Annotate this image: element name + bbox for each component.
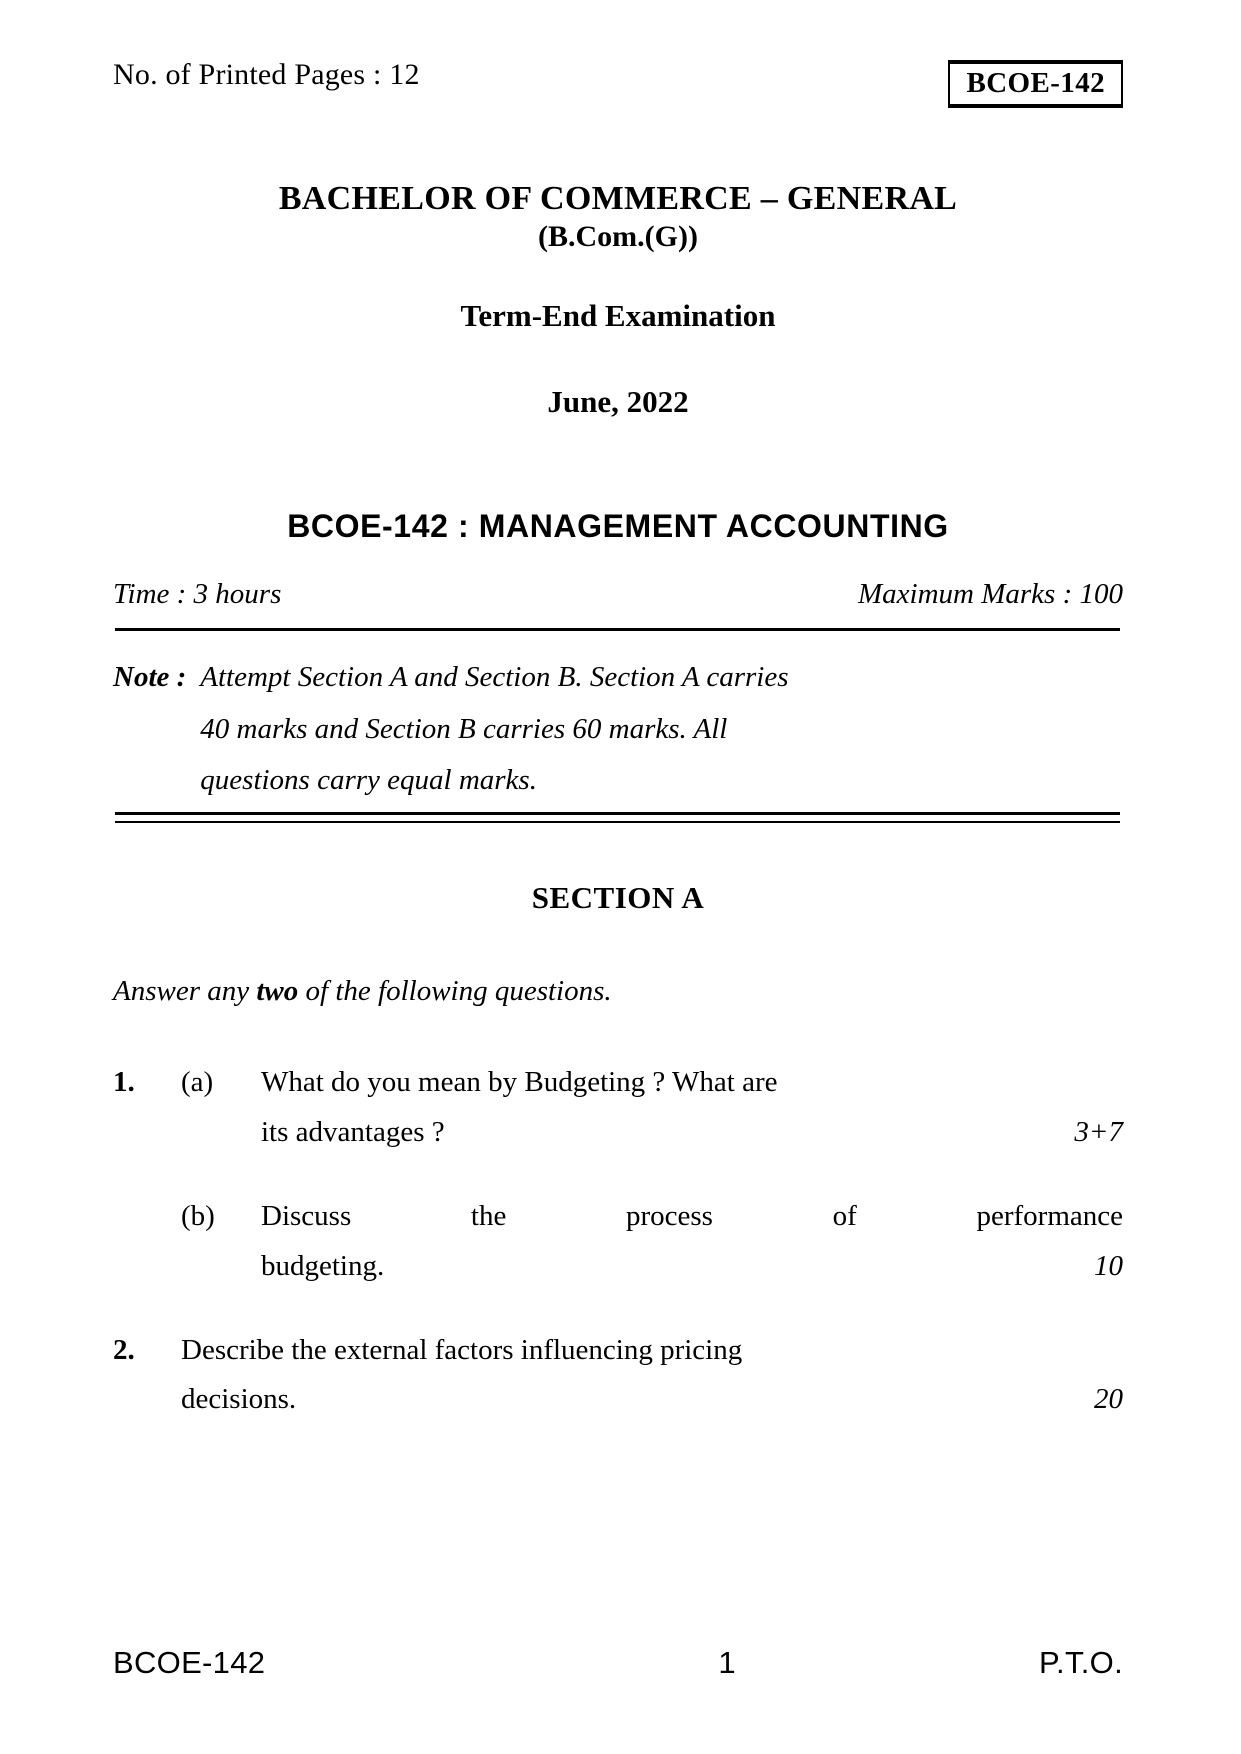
instruction-prefix: Answer any	[113, 975, 257, 1007]
maximum-marks: Maximum Marks : 100	[858, 578, 1123, 610]
question-marks: 3+7	[1074, 1115, 1123, 1148]
exam-duration: Time : 3 hours	[113, 578, 282, 610]
note-label: Note :	[113, 661, 187, 693]
exam-session: June, 2022	[547, 384, 689, 420]
note-block	[113, 652, 1123, 807]
course-title: BCOE-142 : MANAGEMENT ACCOUNTING	[287, 508, 949, 545]
title-block	[113, 178, 1123, 545]
question-line-2: decisions.	[181, 1383, 297, 1416]
paper-code-box: BCOE-142	[948, 60, 1123, 108]
question-text	[261, 1192, 1123, 1292]
question-line-1: Discuss the process of performance	[261, 1199, 1123, 1232]
footer-paper-code: BCOE-142	[113, 1645, 266, 1680]
question-list	[113, 1058, 1123, 1459]
question-sub-label: (b)	[181, 1199, 215, 1232]
exam-info-row	[113, 578, 1123, 611]
question-line-2: its advantages ?	[261, 1115, 445, 1148]
question-item	[113, 1192, 1123, 1292]
question-item	[113, 1326, 1123, 1426]
instruction-emphasis: two	[256, 975, 299, 1007]
horizontal-rule-double	[115, 812, 1120, 823]
footer-pto-label: P.T.O.	[1039, 1645, 1123, 1680]
page-footer	[113, 1645, 1123, 1681]
question-sub-label: (a)	[181, 1066, 214, 1098]
footer-page-number: 1	[718, 1645, 736, 1680]
horizontal-rule-top	[115, 628, 1120, 631]
page-header	[113, 58, 1123, 108]
question-item	[113, 1058, 1123, 1158]
question-marks: 10	[1094, 1249, 1123, 1282]
printed-pages-label: No. of Printed Pages : 12	[113, 58, 420, 91]
question-number: 2.	[113, 1333, 135, 1366]
note-line-1: Attempt Section A and Section B. Section A carries	[200, 661, 789, 693]
exam-type-title: Term-End Examination	[460, 298, 776, 334]
note-text	[200, 652, 1123, 807]
programme-title: BACHELOR OF COMMERCE – GENERAL	[278, 180, 958, 217]
question-line-1: Describe the external factors influencing pricing	[181, 1333, 743, 1366]
note-line-3: questions carry equal marks.	[200, 764, 537, 797]
question-line-1: What do you mean by Budgeting ? What are	[261, 1066, 778, 1098]
note-line-2: 40 marks and Section B carries 60 marks. All	[200, 712, 728, 745]
programme-abbreviation: (B.Com.(G))	[538, 220, 698, 254]
question-text	[181, 1326, 1123, 1426]
section-a-instruction	[113, 975, 1123, 1008]
question-text	[261, 1058, 1123, 1158]
question-line-2: budgeting.	[261, 1249, 385, 1282]
instruction-suffix: of the following questions.	[298, 975, 612, 1007]
question-number: 1.	[113, 1066, 135, 1098]
section-a-heading: SECTION A	[531, 880, 705, 915]
question-marks: 20	[1094, 1383, 1123, 1416]
